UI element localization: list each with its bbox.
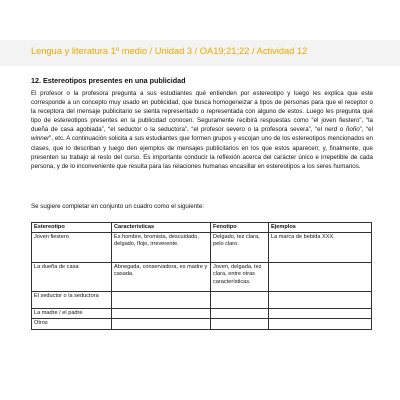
- table-cell: La madre / el padre: [32, 309, 112, 319]
- table-cell: Abnegada, conservadora, es madre y casada.: [112, 263, 211, 292]
- table-cell: [211, 319, 269, 329]
- table-cell: [269, 263, 372, 292]
- breadcrumb: Lengua y literatura 1º medio / Unidad 3 / OA19;21;22 / Actividad 12: [31, 46, 308, 56]
- activity-paragraph: [31, 89, 373, 171]
- table-cell: [112, 319, 211, 329]
- table-cell: La marca de bebida XXX.: [269, 233, 372, 263]
- table-row: [32, 263, 372, 292]
- table-cell: Delgado, tez clara, pelo claro.: [211, 233, 269, 263]
- table-row: [32, 319, 372, 329]
- table-cell: [112, 292, 211, 309]
- paragraph-text-4: ”, etc. A continuación solicita a sus estudiantes que formen grupos y escojan uno de los estereotipos mencionados en clases, que lo describan y luego den ejemplos de mensajes publicitarios en los que estos aparecen; y, finalmente, que presenten su trabajo al resto del curso. Es importante conducir la reflexión acerca del carácter único e irrepetible de cada persona, y de lo inconveniente que resulta para las relaciones humanas encasillar en estereotipos a los seres humanos.: [31, 135, 373, 170]
- table-cell: Joven fiestero: [32, 233, 112, 263]
- stereotype-table: [31, 222, 372, 330]
- table-cell: La dueña de casa: [32, 263, 112, 292]
- table-cell: [269, 319, 372, 329]
- table-row: [32, 309, 372, 319]
- table-cell: Es hombre, bromista, descuidado, delgado, flojo, irreverente.: [112, 233, 211, 263]
- header-cell: Estereotipo: [32, 223, 112, 233]
- header-cell: Características: [112, 223, 211, 233]
- table-cell: [269, 309, 372, 319]
- table-header-row: [32, 223, 372, 233]
- paragraph-text-3: ”, “el: [359, 126, 373, 134]
- table-row: [32, 233, 372, 263]
- table-cell: [211, 309, 269, 319]
- paragraph-text-1: El profesor o la profesora pregunta a sus estudiantes qué entienden por estereotipo y luego les explica que este corresponde a un concepto muy usado en publicidad, que busca homogeneizar a tipos de personas para que el receptor o la receptora del mensaje publicitario se sienta representado o representada con alguno de estos. Luego les pregunta qué tipo de estereotipos presentes en la publicidad conocen. Seguramente recibirá respuestas como “el joven fiestero”, “la dueña de casa agobiada”, “el seductor o la seductora”, “el profesor severo o la profesora severa”, “el: [31, 90, 373, 134]
- table-cell: [269, 292, 372, 309]
- header-band: [0, 40, 400, 66]
- header-cell: Ejemplos: [269, 223, 372, 233]
- table-cell: Joven, delgada, tez clara, entre otras características.: [211, 263, 269, 292]
- activity-title: 12. Estereotipos presentes en una publicidad: [31, 76, 186, 85]
- paragraph-italic-nerd: nerd: [324, 126, 338, 134]
- table-row: [32, 292, 372, 309]
- table-cell: El seductor o la seductora: [32, 292, 112, 309]
- table-cell: [211, 292, 269, 309]
- table-cell: [112, 309, 211, 319]
- paragraph-italic-nono: ñoño: [345, 126, 360, 134]
- header-cell: Fenotipo: [211, 223, 269, 233]
- table-cell: Otros: [32, 319, 112, 329]
- paragraph-italic-winner: winner: [31, 135, 50, 143]
- table-instruction: Se sugiere completar en conjunto un cuadro como el siguiente:: [31, 203, 205, 210]
- paragraph-text-2: o: [337, 126, 346, 134]
